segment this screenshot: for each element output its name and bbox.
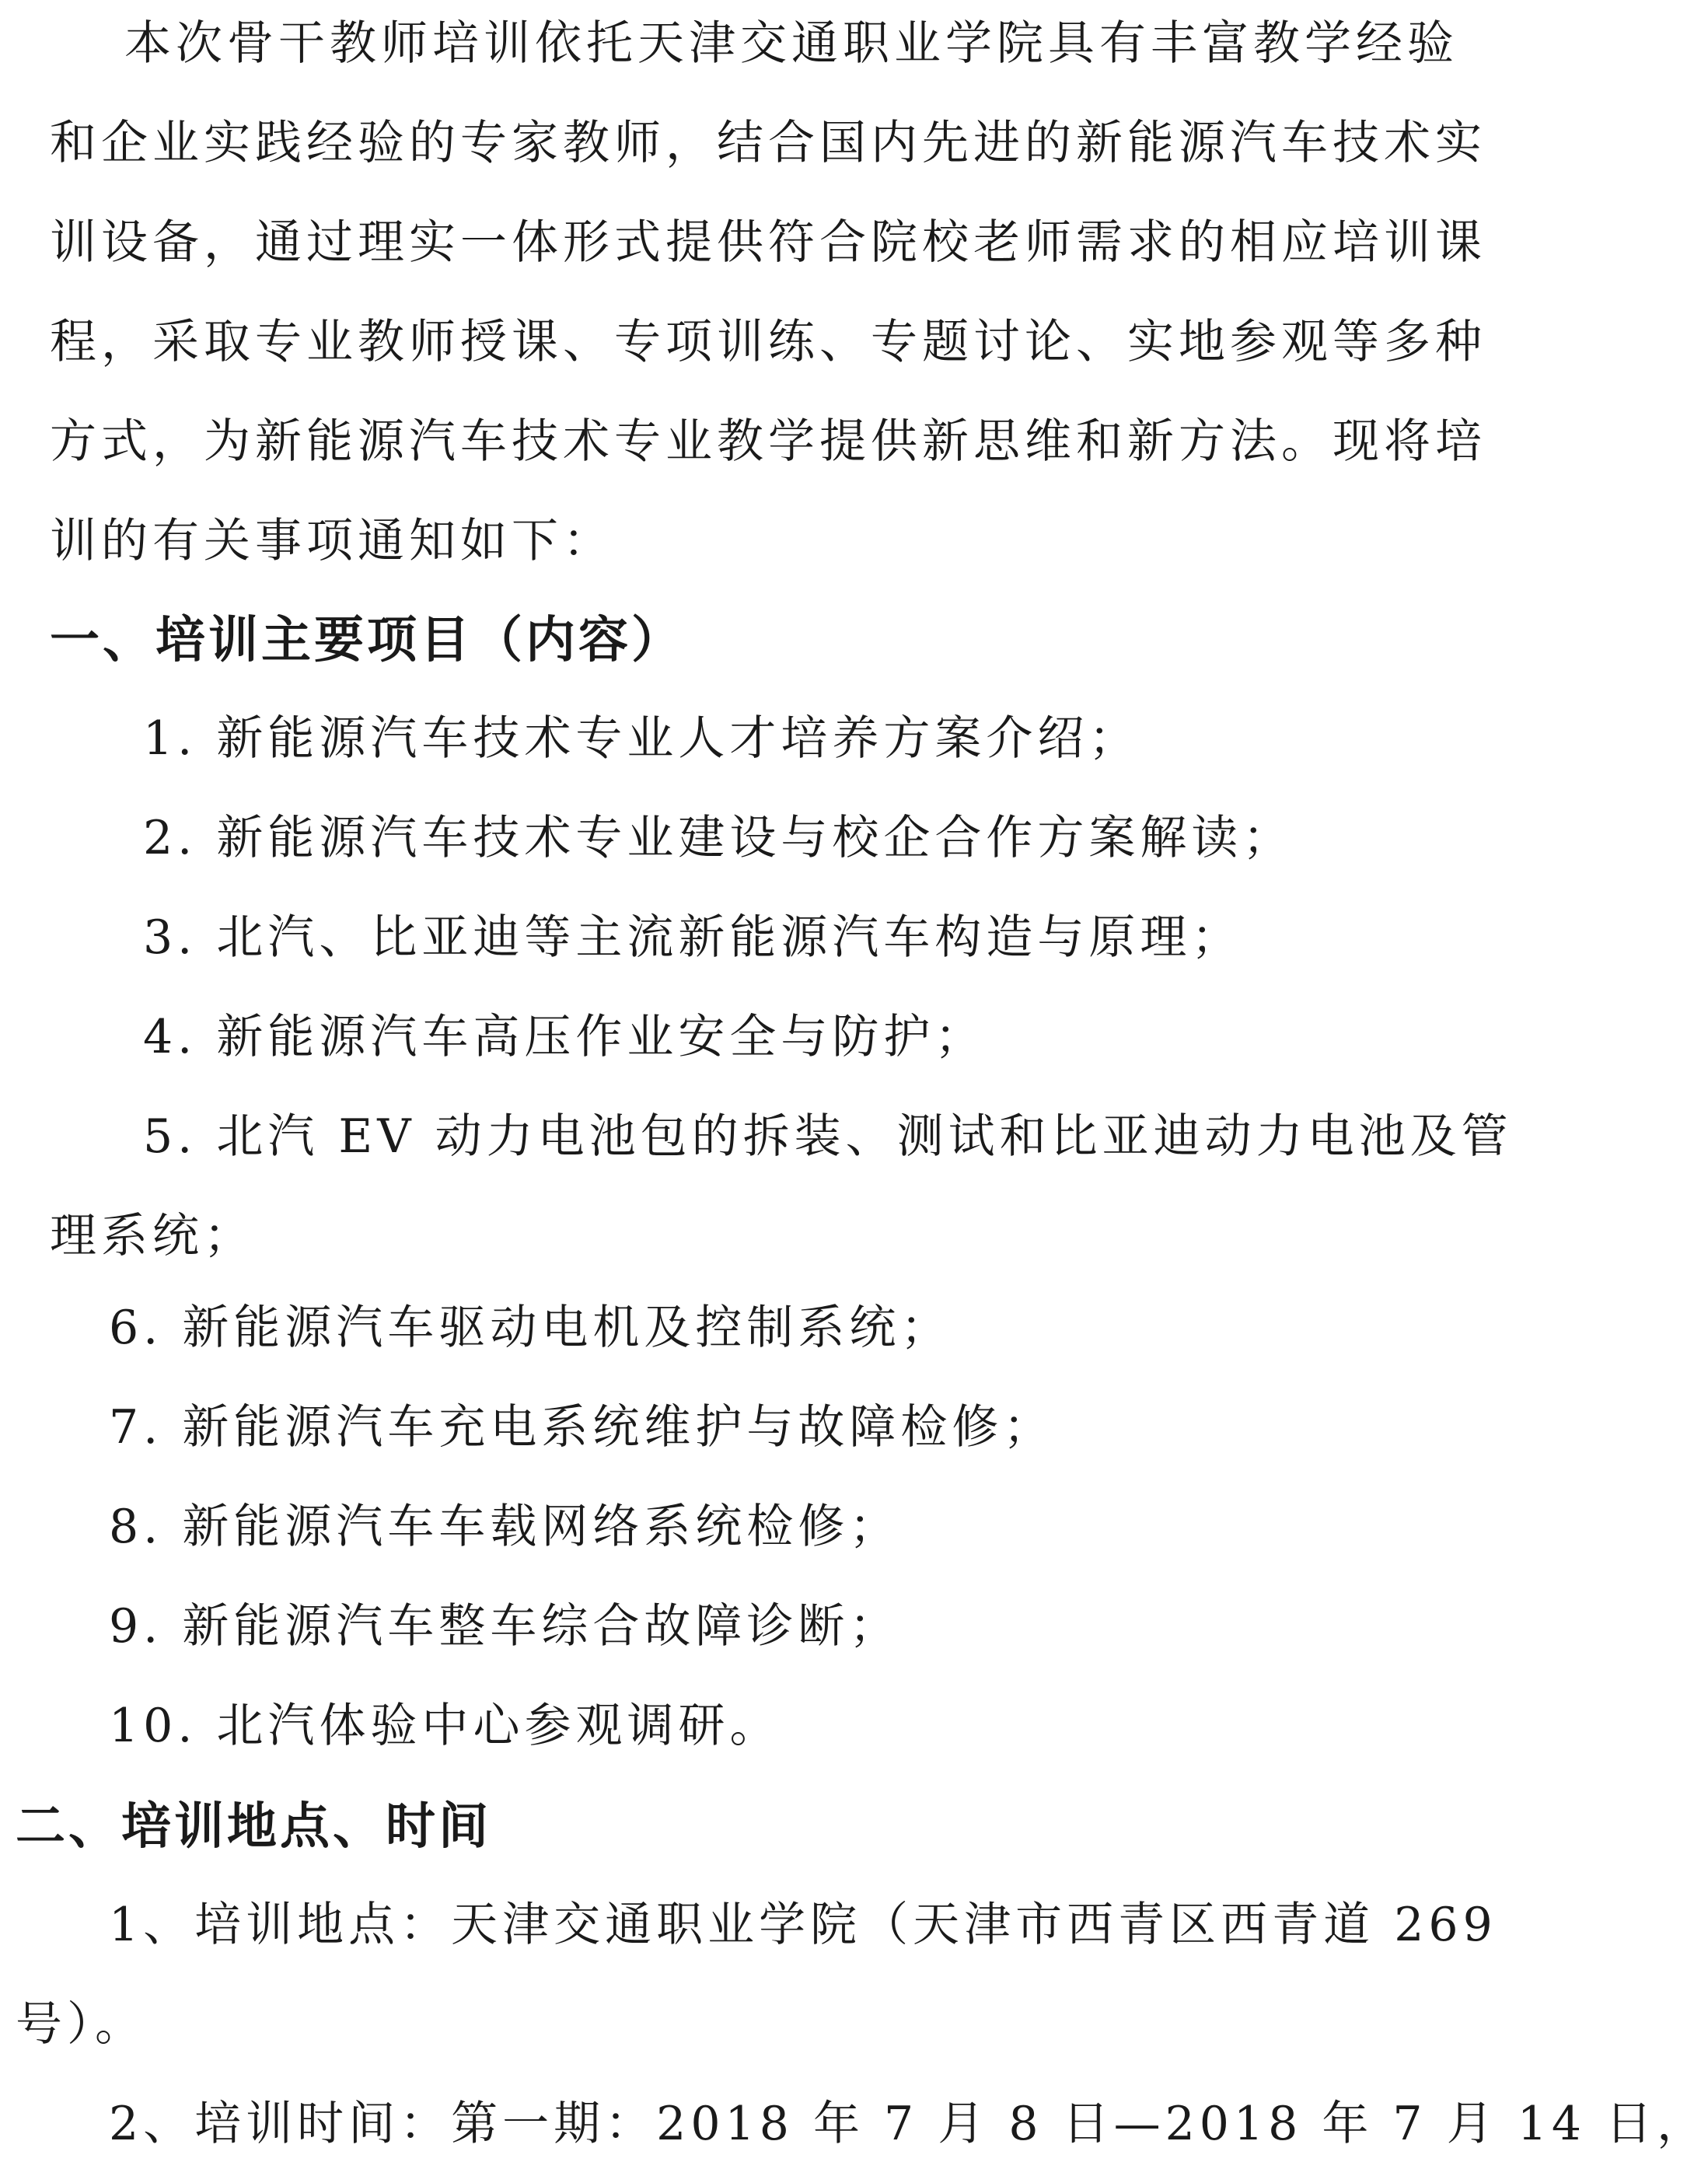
list-item: 8. 新能源汽车车载网络系统检修； <box>109 1500 901 1554</box>
section-heading-location-time: 二、培训地点、时间 <box>16 1797 491 1856</box>
list-item: 1. 新能源汽车技术专业人才培养方案介绍； <box>143 711 1140 766</box>
training-location-continuation: 号）。 <box>16 1997 146 2052</box>
list-item-continuation: 理系统； <box>50 1209 255 1263</box>
intro-line-4: 程，采取专业教师授课、专项训练、专题讨论、实地参观等多种 <box>50 315 1486 369</box>
list-item: 7. 新能源汽车充电系统维护与故障检修； <box>109 1400 1055 1455</box>
intro-line-5: 方式，为新能源汽车技术专业教学提供新思维和新方法。现将培 <box>50 414 1486 469</box>
intro-line-2: 和企业实践经验的专家教师，结合国内先进的新能源汽车技术实 <box>50 116 1486 170</box>
list-item: 3. 北汽、比亚迪等主流新能源汽车构造与原理； <box>143 910 1243 965</box>
section-heading-main-items: 一、培训主要项目（内容） <box>50 611 684 669</box>
list-item: 5. 北汽 EV 动力电池包的拆装、测试和比亚迪动力电池及管 <box>143 1109 1513 1164</box>
training-location-line: 1、培训地点：天津交通职业学院（天津市西青区西青道 269 <box>109 1898 1497 1952</box>
list-item: 6. 新能源汽车驱动电机及控制系统； <box>109 1301 952 1355</box>
list-item: 2. 新能源汽车技术专业建设与校企合作方案解读； <box>143 811 1294 865</box>
intro-line-1: 本次骨干教师培训依托天津交通职业学院具有丰富教学经验 <box>124 16 1458 71</box>
list-item: 10. 北汽体验中心参观调研。 <box>109 1699 781 1753</box>
intro-line-3: 训设备，通过理实一体形式提供符合院校老师需求的相应培训课 <box>50 215 1486 270</box>
training-time-line: 2、培训时间：第一期：2018 年 7 月 8 日—2018 年 7 月 14 日， <box>109 2097 1708 2151</box>
list-item: 4. 新能源汽车高压作业安全与防护； <box>143 1010 987 1064</box>
list-item: 9. 新能源汽车整车综合故障诊断； <box>109 1599 901 1654</box>
intro-line-6: 训的有关事项通知如下： <box>50 514 614 568</box>
